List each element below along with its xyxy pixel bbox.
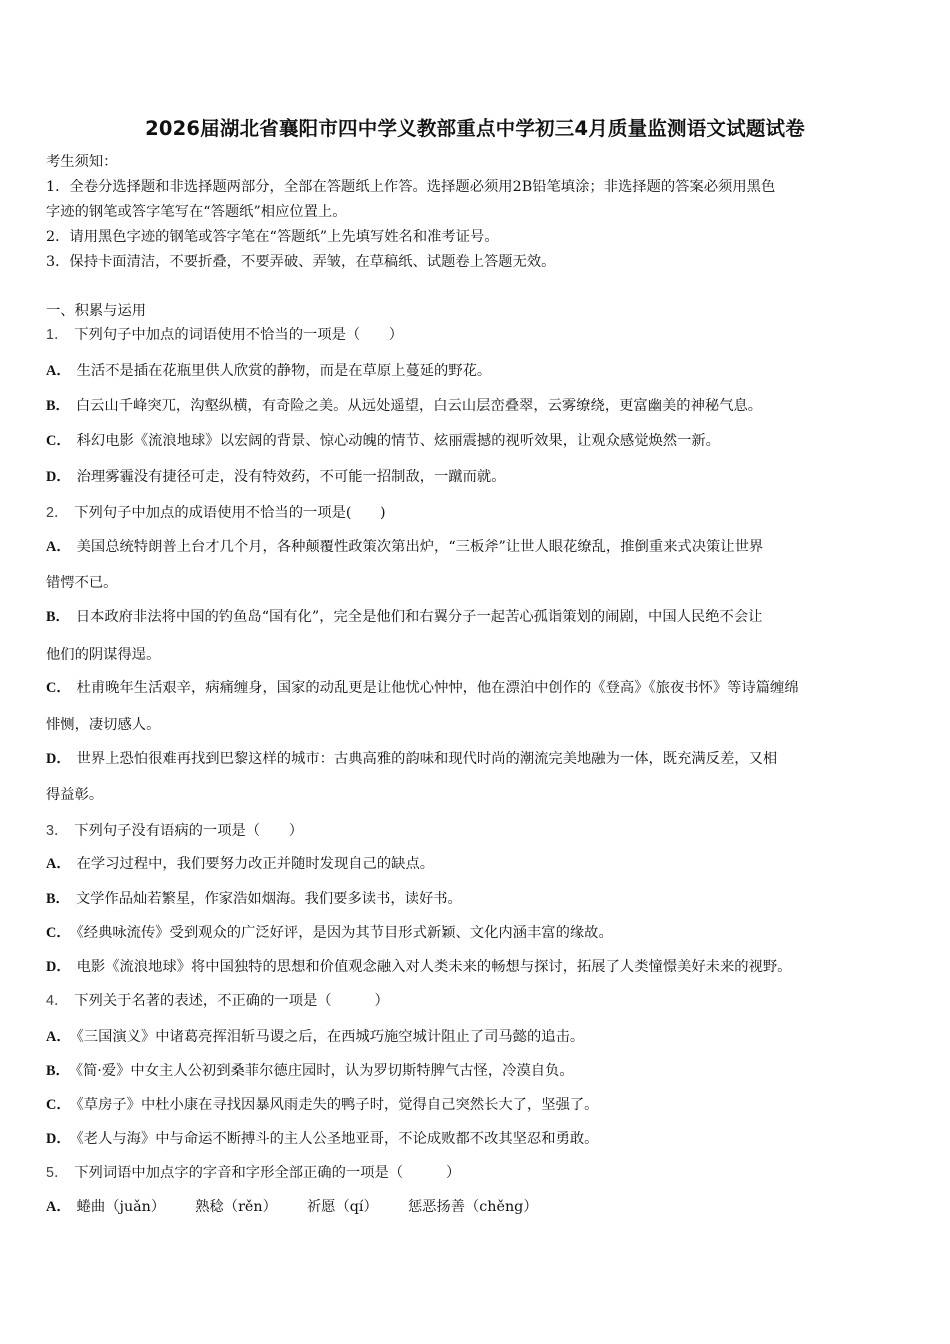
option-text: 世界上恐怕很难再找到巴黎这样的城市：古典高雅的韵味和现代时尚的潮流完美地融为一体，既充满反差，又相: [76, 751, 778, 767]
option-text: 科幻电影《流浪地球》以宏阔的背景、惊心动魄的情节、炫丽震撼的视听效果，让观众感觉焕然一新。: [76, 433, 720, 449]
q2-option-c: [46, 678, 916, 698]
question-2-stem: [46, 503, 916, 523]
question-number: 5．: [46, 1165, 69, 1181]
option-text: 文学作品灿若繁星，作家浩如烟海。我们要多读书，读好书。: [75, 891, 462, 907]
option-letter: C．: [46, 433, 71, 449]
q2-option-d-cont: 得益彰。: [46, 787, 104, 803]
question-number: 4．: [46, 993, 69, 1009]
option-text: 电影《流浪地球》将中国独特的思想和价值观念融入对人类未来的畅想与探讨，拓展了人类憧憬美好未来的视野。: [76, 959, 792, 975]
question-text: 下列句子中加点的词语使用不恰当的一项是（ ）: [74, 327, 404, 343]
notice-item: 字迹的钢笔或答字笔写在“答题纸”相应位置上。: [46, 204, 347, 220]
page-title: 2026届湖北省襄阳市四中学义教部重点中学初三4月质量监测语文试题试卷: [145, 117, 805, 140]
option-letter: B．: [46, 398, 70, 414]
section-heading: 一、积累与运用: [46, 303, 147, 319]
option-letter: B．: [46, 891, 70, 907]
question-number: 3．: [46, 823, 69, 839]
word-item: 蜷曲（juǎn）: [76, 1199, 166, 1215]
notice-heading: 考生须知：: [46, 154, 118, 170]
option-letter: D．: [46, 469, 71, 485]
word-item: 熟稔（rěn）: [195, 1199, 277, 1215]
q5-option-a: [46, 1197, 916, 1217]
word-item: 祈愿（qí）: [306, 1199, 378, 1215]
option-letter: A．: [46, 363, 71, 379]
option-text: 《老人与海》中与命运不断搏斗的主人公圣地亚哥，不论成败都不改其坚忍和勇敢。: [76, 1131, 599, 1147]
q2-option-d: [46, 749, 916, 769]
option-letter: B．: [46, 609, 70, 625]
q1-option-d: [46, 467, 916, 487]
question-3-stem: [46, 821, 916, 841]
q4-option-b: [46, 1061, 916, 1081]
option-text: 美国总统特朗普上台才几个月，各种颠覆性政策次第出炉，“三板斧”让世人眼花缭乱，推倒重来式决策让世界: [76, 539, 764, 555]
q3-option-a: [46, 854, 916, 874]
q2-option-a: [46, 537, 916, 557]
q3-option-c: [46, 923, 916, 943]
option-text: 日本政府非法将中国的钓鱼岛“国有化”，完全是他们和右翼分子一起苦心孤诣策划的闹剧，中国人民绝不会让: [75, 609, 763, 625]
option-letter: B．: [46, 1063, 70, 1079]
question-number: 1．: [46, 327, 69, 343]
question-1-stem: [46, 325, 916, 345]
notice-item: 1．全卷分选择题和非选择题两部分，全部在答题纸上作答。选择题必须用2B铅笔填涂；非选择题的答案必须用黑色: [46, 179, 776, 195]
option-letter: A．: [46, 856, 71, 872]
option-text: 白云山千峰突兀，沟壑纵横，有奇险之美。从远处遥望，白云山层峦叠翠，云雾缭绕，更富幽美的神秘气息。: [75, 398, 763, 414]
option-letter: A．: [46, 539, 71, 555]
option-text: 生活不是插在花瓶里供人欣赏的静物，而是在草原上蔓延的野花。: [76, 363, 492, 379]
q4-option-d: [46, 1129, 916, 1149]
question-text: 下列词语中加点字的字音和字形全部正确的一项是（ ）: [74, 1165, 461, 1181]
question-text: 下列关于名著的表述，不正确的一项是（ ）: [74, 993, 389, 1009]
word-item: 惩恶扬善（chěng）: [407, 1199, 538, 1215]
question-text: 下列句子没有语病的一项是（ ）: [74, 823, 303, 839]
option-letter: C．: [46, 925, 71, 941]
q4-option-c: [46, 1095, 916, 1115]
option-text: 治理雾霾没有捷径可走，没有特效药，不可能一招制敌，一蹴而就。: [76, 469, 506, 485]
option-text: 《经典咏流传》受到观众的广泛好评，是因为其节目形式新颖、文化内涵丰富的缘故。: [76, 925, 613, 941]
q1-option-a: [46, 361, 916, 381]
option-text: 杜甫晚年生活艰辛，病痛缠身，国家的动乱更是让他忧心忡忡，他在漂泊中创作的《登高》《旅夜书怀》等诗篇缠绵: [76, 680, 799, 696]
q2-option-b-cont: 他们的阴谋得逞。: [46, 647, 161, 663]
question-4-stem: [46, 991, 916, 1011]
option-letter: A．: [46, 1199, 71, 1215]
option-letter: A．: [46, 1029, 71, 1045]
notice-item: 3．保持卡面清洁，不要折叠，不要弄破、弄皱，在草稿纸、试题卷上答题无效。: [46, 254, 556, 270]
question-5-stem: [46, 1163, 916, 1183]
q4-option-a: [46, 1027, 916, 1047]
option-letter: C．: [46, 1097, 71, 1113]
option-text: 《草房子》中杜小康在寻找因暴风雨走失的鸭子时，觉得自己突然长大了，坚强了。: [76, 1097, 599, 1113]
q1-option-b: [46, 396, 916, 416]
q3-option-d: [46, 957, 916, 977]
option-text: 《三国演义》中诸葛亮挥泪斩马谡之后，在西城巧施空城计阻止了司马懿的追击。: [76, 1029, 585, 1045]
option-letter: D．: [46, 959, 71, 975]
option-text: 在学习过程中，我们要努力改正并随时发现自己的缺点。: [76, 856, 435, 872]
q1-option-c: [46, 431, 916, 451]
q2-option-a-cont: 错愕不已。: [46, 575, 118, 591]
q2-option-c-cont: 悱恻，凄切感人。: [46, 717, 161, 733]
q3-option-b: [46, 889, 916, 909]
option-letter: D．: [46, 1131, 71, 1147]
question-number: 2．: [46, 505, 69, 521]
option-letter: D．: [46, 751, 71, 767]
option-letter: C．: [46, 680, 71, 696]
option-text: 《简·爱》中女主人公初到桑菲尔德庄园时，认为罗切斯特脾气古怪，冷漠自负。: [75, 1063, 574, 1079]
question-text: 下列句子中加点的成语使用不恰当的一项是( ): [74, 505, 386, 521]
notice-item: 2．请用黑色字迹的钢笔或答字笔在“答题纸”上先填写姓名和准考证号。: [46, 229, 499, 245]
q2-option-b: [46, 607, 916, 627]
